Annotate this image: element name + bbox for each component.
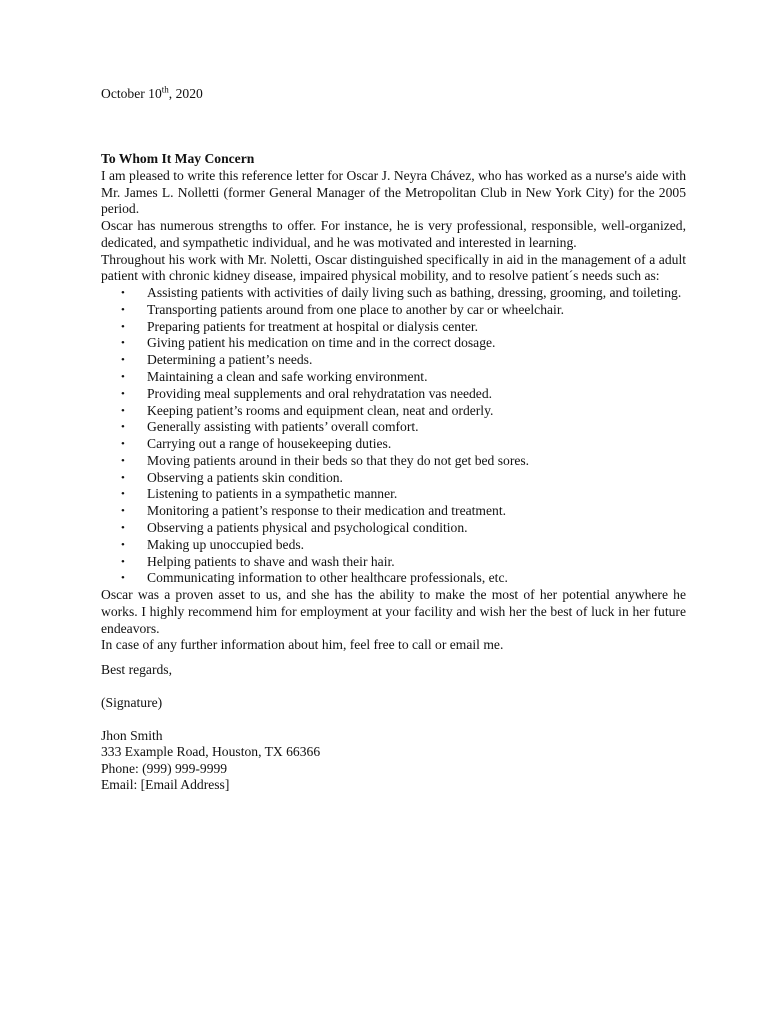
letter-page — [101, 84, 686, 794]
bullet-icon: • — [121, 488, 125, 501]
list-item — [101, 352, 686, 369]
list-item-text: Generally assisting with patients’ overall comfort. — [147, 419, 419, 435]
list-item — [101, 302, 686, 319]
sender-name: Jhon Smith — [101, 727, 163, 743]
bullet-icon: • — [121, 320, 125, 333]
list-item — [101, 537, 686, 554]
bullet-icon: • — [121, 404, 125, 417]
list-item — [101, 436, 686, 453]
bullet-icon: • — [121, 303, 125, 316]
recommendation-paragraph: Oscar was a proven asset to us, and she has the ability to make the most of her potential anywhere he works. I highly recommend him for employment at your facility and wish her the best of luck in her future endeavors. — [101, 587, 686, 636]
bullet-icon: • — [121, 421, 125, 434]
list-item-text: Giving patient his medication on time and in the correct dosage. — [147, 335, 496, 351]
list-item-text: Observing a patients skin condition. — [147, 469, 343, 485]
list-item — [101, 369, 686, 386]
letter-date — [101, 84, 686, 104]
bullet-icon: • — [121, 538, 125, 551]
bullet-icon: • — [121, 387, 125, 400]
list-item — [101, 319, 686, 336]
list-item — [101, 503, 686, 520]
bullet-icon: • — [121, 438, 125, 451]
list-item — [101, 335, 686, 352]
date-year: , 2020 — [168, 86, 203, 101]
list-item-text: Making up unoccupied beds. — [147, 536, 305, 552]
bullet-icon: • — [121, 522, 125, 535]
intro-paragraph: I am pleased to write this reference letter for Oscar J. Neyra Chávez, who has worked as a nurse's aide with Mr. James L. Nolletti (former General Manager of the Metropolitan Club in New York City) for the 2005 period. — [101, 168, 686, 217]
bullet-icon: • — [121, 505, 125, 518]
list-item-text: Keeping patient’s rooms and equipment clean, neat and orderly. — [147, 402, 494, 418]
bullet-icon: • — [121, 337, 125, 350]
bullet-icon: • — [121, 286, 125, 299]
list-item — [101, 453, 686, 470]
list-item-text: Assisting patients with activities of daily living such as bathing, dressing, grooming, and toileting. — [147, 284, 682, 300]
signature-placeholder: (Signature) — [101, 694, 163, 710]
list-item — [101, 570, 686, 587]
list-item — [101, 554, 686, 571]
list-item — [101, 403, 686, 420]
list-item-text: Communicating information to other healthcare professionals, etc. — [147, 570, 508, 586]
date-main: October 10 — [101, 86, 162, 101]
contact-invite-paragraph: In case of any further information about him, feel free to call or email me. — [101, 637, 504, 653]
sender-phone: Phone: (999) 999-9999 — [101, 760, 228, 776]
sender-email: Email: [Email Address] — [101, 777, 230, 793]
bullet-icon: • — [121, 370, 125, 383]
bullet-icon: • — [121, 572, 125, 585]
list-item-text: Monitoring a patient’s response to their medication and treatment. — [147, 503, 507, 519]
list-item-text: Preparing patients for treatment at hospital or dialysis center. — [147, 318, 479, 334]
bullet-icon: • — [121, 471, 125, 484]
list-item-text: Transporting patients around from one place to another by car or wheelchair. — [147, 301, 564, 317]
strengths-paragraph: Oscar has numerous strengths to offer. For instance, he is very professional, responsible, well-organized, dedicated, and sympathetic individual, and he was motivated and interested in learning. — [101, 218, 686, 250]
sender-address: 333 Example Road, Houston, TX 66366 — [101, 744, 321, 760]
closing-line: Best regards, — [101, 662, 172, 678]
list-item-text: Observing a patients physical and psychological condition. — [147, 520, 468, 536]
salutation-heading: To Whom It May Concern — [101, 151, 255, 166]
duties-list — [101, 285, 686, 587]
list-item — [101, 419, 686, 436]
list-item-text: Moving patients around in their beds so that they do not get bed sores. — [147, 452, 530, 468]
bullet-icon: • — [121, 354, 125, 367]
list-item — [101, 520, 686, 537]
date-suffix: th — [161, 84, 169, 95]
list-item — [101, 285, 686, 302]
bullet-icon: • — [121, 454, 125, 467]
list-item-text: Listening to patients in a sympathetic manner. — [147, 486, 398, 502]
duties-intro-paragraph: Throughout his work with Mr. Noletti, Oscar distinguished specifically in aid in the management of a adult patient with chronic kidney disease, impaired physical mobility, and to resolve patient´s needs such as: — [101, 251, 686, 284]
list-item-text: Providing meal supplements and oral rehydratation vas needed. — [147, 385, 493, 401]
list-item — [101, 386, 686, 403]
list-item-text: Carrying out a range of housekeeping duties. — [147, 436, 392, 452]
list-item-text: Helping patients to shave and wash their hair. — [147, 553, 395, 569]
list-item-text: Maintaining a clean and safe working environment. — [147, 368, 428, 384]
list-item — [101, 486, 686, 503]
sender-contact-block — [101, 728, 686, 794]
list-item-text: Determining a patient’s needs. — [147, 352, 313, 368]
list-item — [101, 470, 686, 487]
bullet-icon: • — [121, 555, 125, 568]
